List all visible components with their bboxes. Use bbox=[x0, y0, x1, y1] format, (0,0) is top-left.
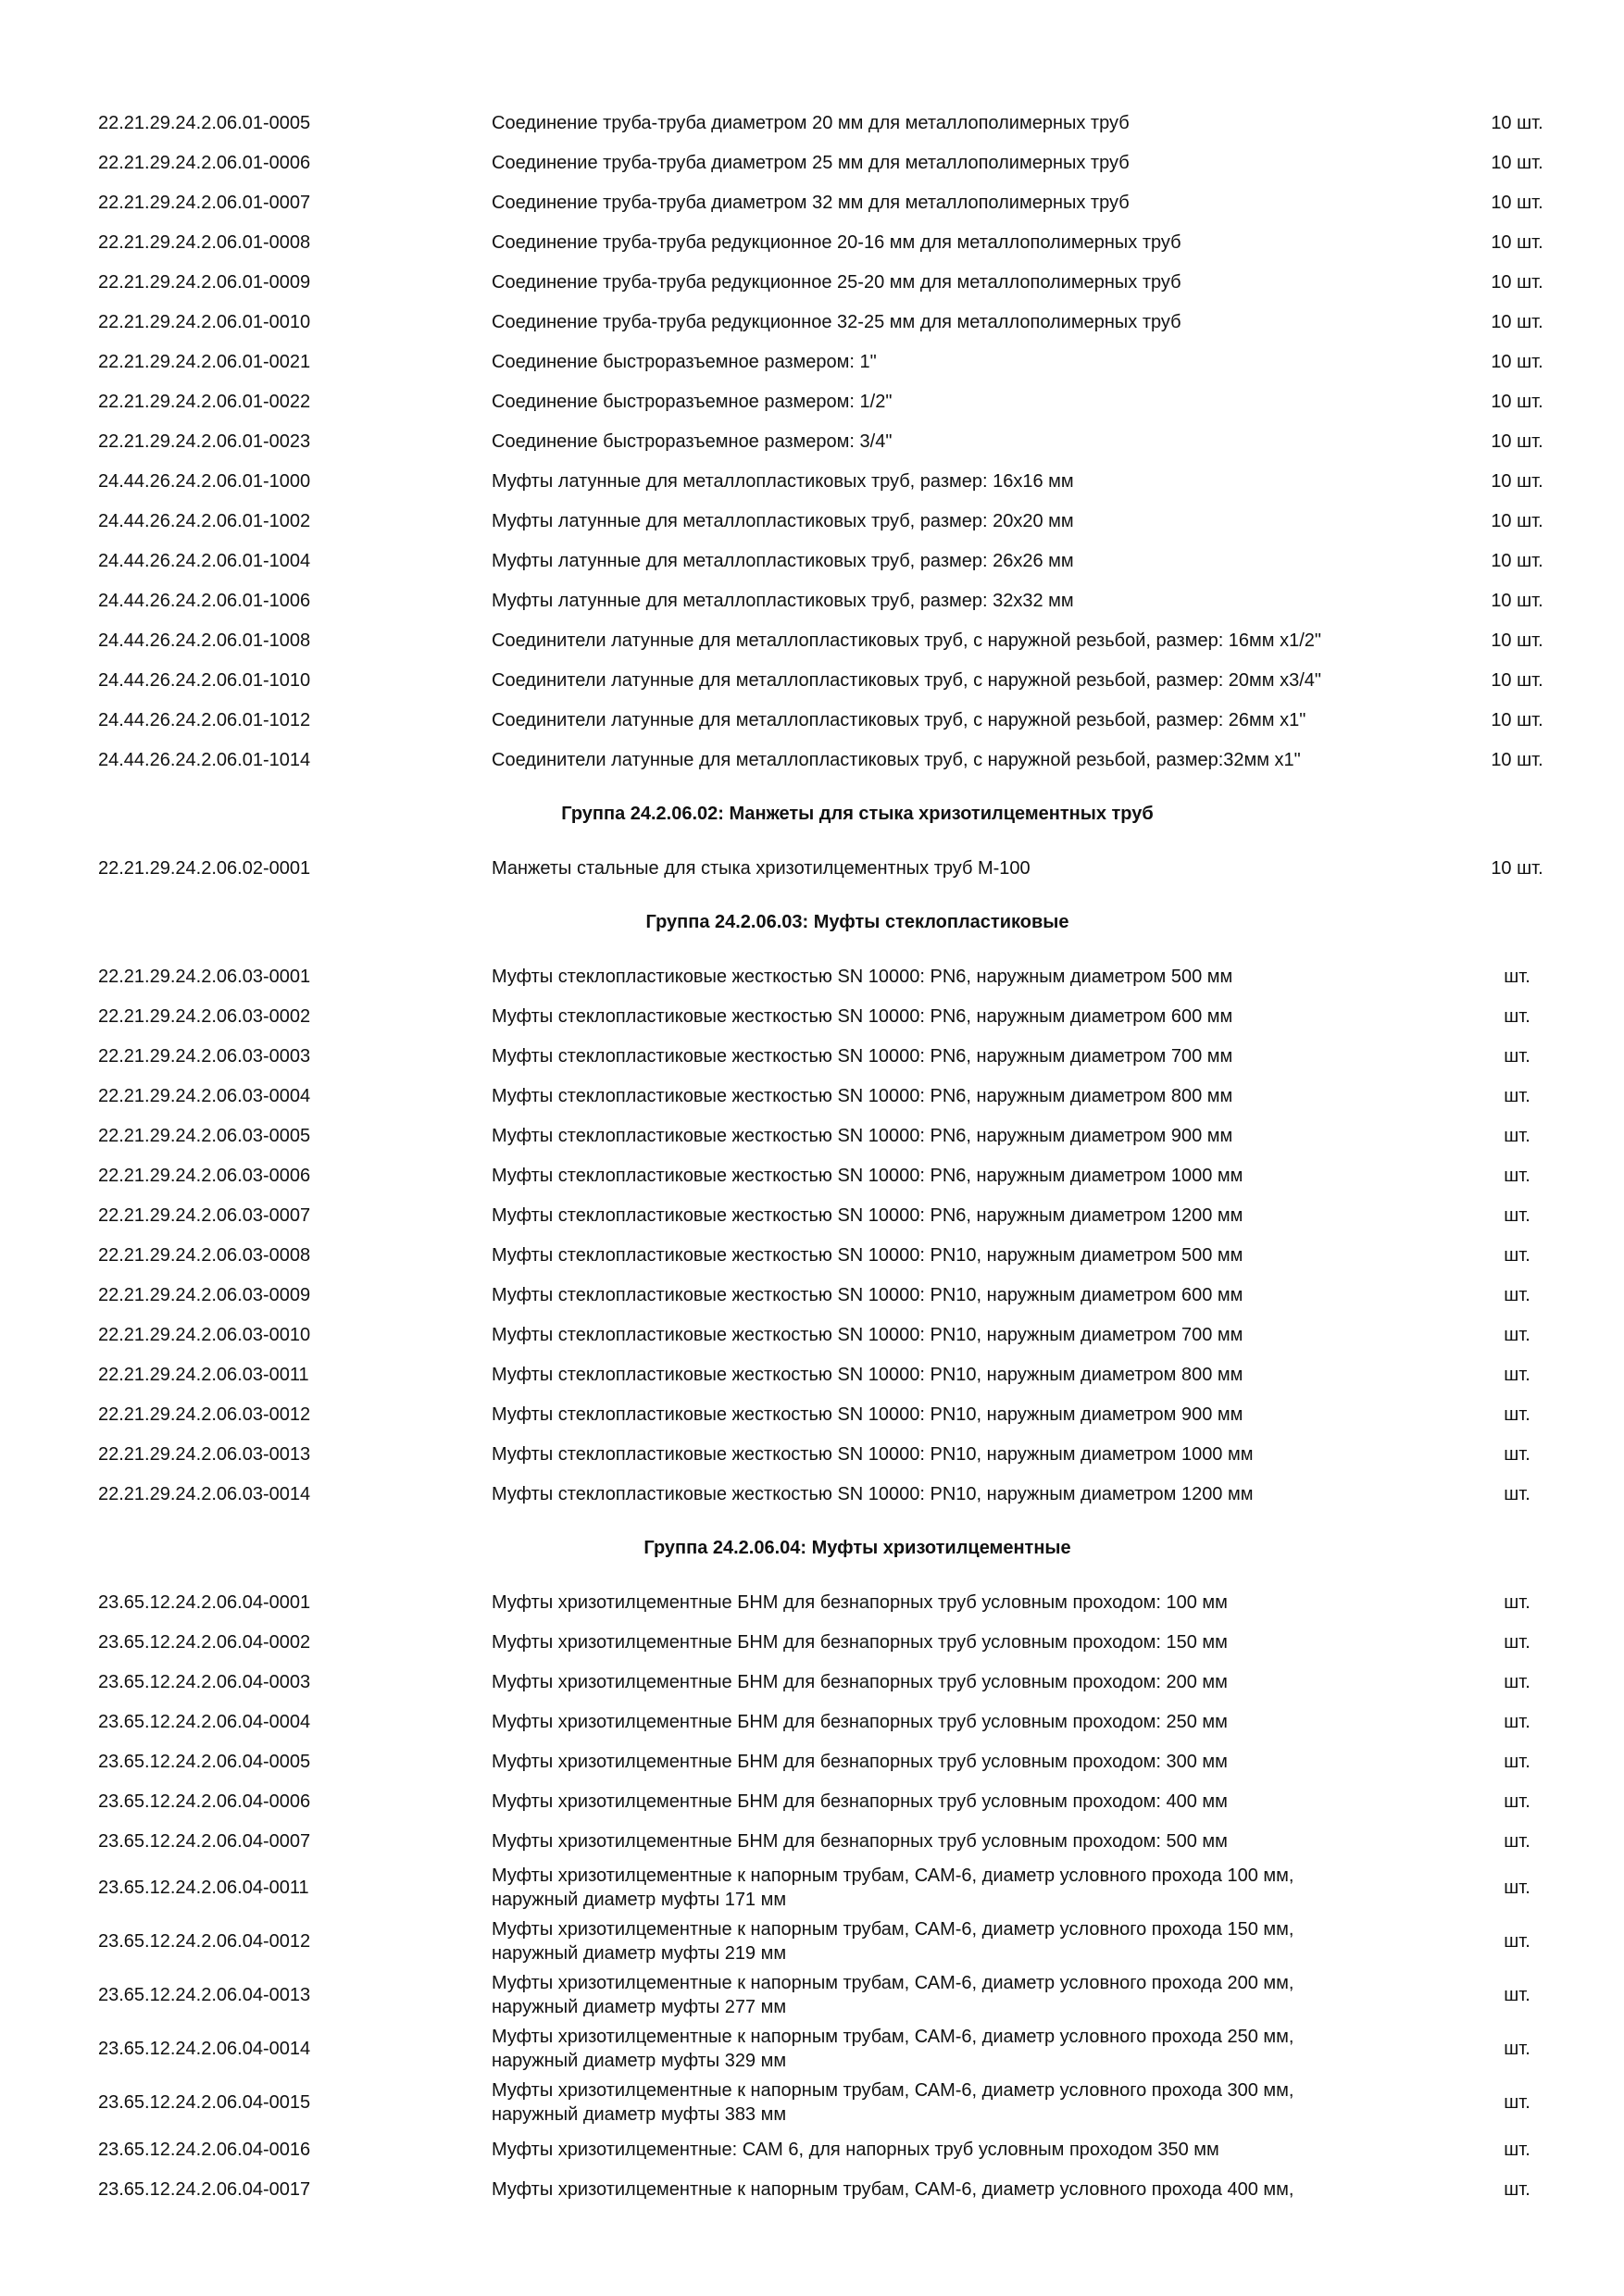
item-code: 23.65.12.24.2.06.04-0001 bbox=[98, 1591, 311, 1613]
item-unit: 10 шт. bbox=[1491, 152, 1543, 173]
item-unit: 10 шт. bbox=[1491, 749, 1543, 770]
item-code: 23.65.12.24.2.06.04-0003 bbox=[98, 1671, 311, 1692]
table-row bbox=[98, 182, 1580, 222]
item-code: 23.65.12.24.2.06.04-0005 bbox=[98, 1751, 311, 1772]
item-description: Муфты стеклопластиковые жесткостью SN 10000: PN6, наружным диаметром 900 мм bbox=[492, 1125, 1233, 1146]
item-unit: шт. bbox=[1504, 1751, 1530, 1772]
table-row bbox=[98, 1434, 1580, 1474]
item-code: 22.21.29.24.2.06.03-0012 bbox=[98, 1404, 311, 1425]
item-description: Муфты стеклопластиковые жесткостью SN 10000: PN6, наружным диаметром 500 мм bbox=[492, 966, 1233, 987]
table-row bbox=[98, 1354, 1580, 1394]
item-description-line: Муфты хризотилцементные к напорным трубам, САМ-6, диаметр условного прохода 300 мм, bbox=[492, 2080, 1294, 2101]
item-code: 24.44.26.24.2.06.01-1000 bbox=[98, 470, 311, 492]
item-unit: шт. bbox=[1504, 1671, 1530, 1692]
item-description: Соединение труба-труба редукционное 20-16 мм для металлополимерных труб bbox=[492, 231, 1181, 253]
item-unit: 10 шт. bbox=[1491, 510, 1543, 531]
item-code: 22.21.29.24.2.06.03-0001 bbox=[98, 966, 311, 987]
table-row bbox=[98, 2169, 1580, 2209]
item-code: 24.44.26.24.2.06.01-1006 bbox=[98, 590, 311, 611]
table-row bbox=[98, 1275, 1580, 1315]
table-row bbox=[98, 1821, 1580, 1861]
item-unit: шт. bbox=[1504, 1364, 1530, 1385]
table-row bbox=[98, 1861, 1580, 1915]
item-unit: шт. bbox=[1504, 1204, 1530, 1226]
table-row bbox=[98, 1622, 1580, 1662]
table-row bbox=[98, 1195, 1580, 1235]
table-row bbox=[98, 1076, 1580, 1116]
item-description bbox=[492, 1971, 1478, 2019]
table-row bbox=[98, 848, 1580, 888]
item-description: Муфты стеклопластиковые жесткостью SN 10000: PN10, наружным диаметром 700 мм bbox=[492, 1324, 1243, 1345]
item-unit: шт. bbox=[1504, 1711, 1530, 1732]
item-code: 24.44.26.24.2.06.01-1014 bbox=[98, 749, 311, 770]
item-code: 22.21.29.24.2.06.01-0006 bbox=[98, 152, 311, 173]
item-description-line: наружный диаметр муфты 171 мм bbox=[492, 1890, 787, 1910]
price-list-document bbox=[98, 103, 1580, 2209]
item-code: 22.21.29.24.2.06.03-0006 bbox=[98, 1165, 311, 1186]
item-unit: шт. bbox=[1504, 1791, 1530, 1812]
item-description: Муфты хризотилцементные БНМ для безнапорных труб условным проходом: 150 мм bbox=[492, 1631, 1228, 1653]
item-code: 22.21.29.24.2.06.01-0023 bbox=[98, 430, 311, 452]
item-description: Соединение быстроразъемное размером: 1/2" bbox=[492, 391, 893, 412]
item-code: 22.21.29.24.2.06.01-0009 bbox=[98, 271, 311, 293]
table-row bbox=[98, 2076, 1580, 2129]
item-description: Муфты стеклопластиковые жесткостью SN 10000: PN10, наружным диаметром 900 мм bbox=[492, 1404, 1243, 1425]
table-row bbox=[98, 1741, 1580, 1781]
item-code: 22.21.29.24.2.06.03-0007 bbox=[98, 1204, 311, 1226]
item-description: Соединение быстроразъемное размером: 3/4" bbox=[492, 430, 893, 452]
item-unit: 10 шт. bbox=[1491, 857, 1543, 879]
item-description: Муфты хризотилцементные БНМ для безнапорных труб условным проходом: 200 мм bbox=[492, 1671, 1228, 1692]
item-unit: шт. bbox=[1504, 1404, 1530, 1425]
item-unit: шт. bbox=[1504, 1284, 1530, 1305]
item-unit: 10 шт. bbox=[1491, 231, 1543, 253]
table-row bbox=[98, 1781, 1580, 1821]
item-description bbox=[492, 2025, 1478, 2073]
item-description: Манжеты стальные для стыка хризотилцементных труб М-100 bbox=[492, 857, 1031, 879]
item-description: Муфты хризотилцементные: САМ 6, для напорных труб условным проходом 350 мм bbox=[492, 2139, 1219, 2160]
item-description: Соединители латунные для металлопластиковых труб, с наружной резьбой, размер: 20мм x3/4" bbox=[492, 669, 1322, 691]
item-unit: шт. bbox=[1504, 1324, 1530, 1345]
table-row bbox=[98, 541, 1580, 580]
item-code: 23.65.12.24.2.06.04-0007 bbox=[98, 1830, 311, 1852]
item-description-line: наружный диаметр муфты 277 мм bbox=[492, 1997, 787, 2017]
item-unit: 10 шт. bbox=[1491, 112, 1543, 133]
item-description-line: Муфты хризотилцементные к напорным трубам, САМ-6, диаметр условного прохода 200 мм, bbox=[492, 1973, 1294, 1993]
item-description: Соединители латунные для металлопластиковых труб, с наружной резьбой, размер: 16мм x1/2" bbox=[492, 630, 1322, 651]
item-unit: 10 шт. bbox=[1491, 630, 1543, 651]
item-unit: 10 шт. bbox=[1491, 709, 1543, 730]
item-unit: 10 шт. bbox=[1491, 669, 1543, 691]
item-code: 23.65.12.24.2.06.04-0011 bbox=[98, 1878, 309, 1898]
table-row bbox=[98, 103, 1580, 143]
item-unit: шт. bbox=[1504, 1085, 1530, 1106]
group-heading: Группа 24.2.06.04: Муфты хризотилцементные bbox=[643, 1537, 1071, 1558]
item-code: 22.21.29.24.2.06.03-0004 bbox=[98, 1085, 311, 1106]
item-code: 24.44.26.24.2.06.01-1012 bbox=[98, 709, 311, 730]
item-description: Муфты стеклопластиковые жесткостью SN 10000: PN6, наружным диаметром 1200 мм bbox=[492, 1204, 1243, 1226]
item-code: 22.21.29.24.2.06.01-0021 bbox=[98, 351, 311, 372]
item-unit: шт. bbox=[1504, 1045, 1530, 1067]
item-code: 23.65.12.24.2.06.04-0006 bbox=[98, 1791, 311, 1812]
item-code: 22.21.29.24.2.06.01-0022 bbox=[98, 391, 311, 412]
table-row bbox=[98, 1968, 1580, 2022]
item-unit: шт. bbox=[1504, 1125, 1530, 1146]
item-description: Муфты хризотилцементные БНМ для безнапорных труб условным проходом: 250 мм bbox=[492, 1711, 1228, 1732]
item-unit: шт. bbox=[1504, 966, 1530, 987]
item-description-line: наружный диаметр муфты 383 мм bbox=[492, 2104, 787, 2125]
item-code: 22.21.29.24.2.06.03-0008 bbox=[98, 1244, 311, 1266]
item-code: 22.21.29.24.2.06.01-0008 bbox=[98, 231, 311, 253]
item-code: 23.65.12.24.2.06.04-0002 bbox=[98, 1631, 311, 1653]
item-description: Соединение быстроразъемное размером: 1" bbox=[492, 351, 877, 372]
table-row bbox=[98, 302, 1580, 342]
table-row bbox=[98, 1394, 1580, 1434]
item-unit: 10 шт. bbox=[1491, 311, 1543, 332]
item-code: 22.21.29.24.2.06.03-0010 bbox=[98, 1324, 311, 1345]
item-description: Соединение труба-труба диаметром 25 мм для металлополимерных труб bbox=[492, 152, 1130, 173]
item-unit: шт. bbox=[1504, 1830, 1530, 1852]
item-unit: 10 шт. bbox=[1491, 351, 1543, 372]
item-description-line: Муфты хризотилцементные к напорным трубам, САМ-6, диаметр условного прохода 150 мм, bbox=[492, 1919, 1294, 1940]
item-unit: 10 шт. bbox=[1491, 271, 1543, 293]
item-description-line: наружный диаметр муфты 219 мм bbox=[492, 1943, 787, 1964]
table-row bbox=[98, 1235, 1580, 1275]
table-row bbox=[98, 1315, 1580, 1354]
item-code: 22.21.29.24.2.06.03-0009 bbox=[98, 1284, 311, 1305]
table-row bbox=[98, 421, 1580, 461]
item-unit: шт. bbox=[1504, 1631, 1530, 1653]
table-row bbox=[98, 262, 1580, 302]
table-row bbox=[98, 1702, 1580, 1741]
item-description: Муфты хризотилцементные БНМ для безнапорных труб условным проходом: 100 мм bbox=[492, 1591, 1228, 1613]
item-code: 23.65.12.24.2.06.04-0014 bbox=[98, 2039, 311, 2059]
item-code: 22.21.29.24.2.06.03-0011 bbox=[98, 1364, 309, 1385]
item-description: Муфты стеклопластиковые жесткостью SN 10000: PN10, наружным диаметром 800 мм bbox=[492, 1364, 1243, 1385]
item-code: 23.65.12.24.2.06.04-0004 bbox=[98, 1711, 311, 1732]
item-description: Муфты латунные для металлопластиковых труб, размер: 32x32 мм bbox=[492, 590, 1074, 611]
item-code: 22.21.29.24.2.06.03-0013 bbox=[98, 1443, 311, 1465]
table-row bbox=[98, 1155, 1580, 1195]
item-code: 22.21.29.24.2.06.03-0002 bbox=[98, 1005, 311, 1027]
item-description: Муфты латунные для металлопластиковых труб, размер: 26x26 мм bbox=[492, 550, 1074, 571]
item-unit: шт. bbox=[1504, 1244, 1530, 1266]
item-description-line: Муфты хризотилцементные к напорным трубам, САМ-6, диаметр условного прохода 100 мм, bbox=[492, 1866, 1294, 1886]
item-description: Муфты хризотилцементные БНМ для безнапорных труб условным проходом: 300 мм bbox=[492, 1751, 1228, 1772]
table-row bbox=[98, 342, 1580, 381]
table-row bbox=[98, 660, 1580, 700]
item-code: 22.21.29.24.2.06.03-0003 bbox=[98, 1045, 311, 1067]
item-description: Муфты стеклопластиковые жесткостью SN 10000: PN6, наружным диаметром 800 мм bbox=[492, 1085, 1233, 1106]
item-description: Муфты стеклопластиковые жесткостью SN 10000: PN10, наружным диаметром 1000 мм bbox=[492, 1443, 1254, 1465]
item-code: 22.21.29.24.2.06.01-0005 bbox=[98, 112, 311, 133]
item-description-line: Муфты хризотилцементные к напорным трубам, САМ-6, диаметр условного прохода 250 мм, bbox=[492, 2027, 1294, 2047]
table-row bbox=[98, 501, 1580, 541]
item-unit: шт. bbox=[1504, 1005, 1530, 1027]
item-unit: шт. bbox=[1504, 1165, 1530, 1186]
item-description bbox=[492, 1917, 1478, 1965]
item-description: Муфты латунные для металлопластиковых труб, размер: 20x20 мм bbox=[492, 510, 1074, 531]
table-row bbox=[98, 222, 1580, 262]
table-row bbox=[98, 461, 1580, 501]
item-description: Соединение труба-труба диаметром 20 мм для металлополимерных труб bbox=[492, 112, 1130, 133]
item-code: 22.21.29.24.2.06.03-0005 bbox=[98, 1125, 311, 1146]
item-code: 23.65.12.24.2.06.04-0012 bbox=[98, 1931, 311, 1952]
item-code: 22.21.29.24.2.06.03-0014 bbox=[98, 1483, 311, 1504]
item-code: 23.65.12.24.2.06.04-0017 bbox=[98, 2178, 311, 2200]
item-description: Соединители латунные для металлопластиковых труб, с наружной резьбой, размер: 26мм x1" bbox=[492, 709, 1306, 730]
item-code: 24.44.26.24.2.06.01-1004 bbox=[98, 550, 311, 571]
item-description bbox=[492, 2078, 1478, 2127]
group-heading: Группа 24.2.06.03: Муфты стеклопластиковые bbox=[645, 911, 1069, 932]
table-row bbox=[98, 381, 1580, 421]
item-description: Соединение труба-труба редукционное 25-20 мм для металлополимерных труб bbox=[492, 271, 1181, 293]
item-unit: 10 шт. bbox=[1491, 590, 1543, 611]
item-unit: шт. bbox=[1504, 1931, 1530, 1952]
table-row bbox=[98, 996, 1580, 1036]
item-description: Муфты стеклопластиковые жесткостью SN 10000: PN10, наружным диаметром 600 мм bbox=[492, 1284, 1243, 1305]
item-description: Муфты стеклопластиковые жесткостью SN 10000: PN6, наружным диаметром 1000 мм bbox=[492, 1165, 1243, 1186]
item-unit: 10 шт. bbox=[1491, 550, 1543, 571]
table-row bbox=[98, 620, 1580, 660]
item-description: Муфты стеклопластиковые жесткостью SN 10000: PN6, наружным диаметром 700 мм bbox=[492, 1045, 1233, 1067]
table-row bbox=[98, 956, 1580, 996]
item-description: Соединение труба-труба диаметром 32 мм для металлополимерных труб bbox=[492, 192, 1130, 213]
item-description: Муфты хризотилцементные БНМ для безнапорных труб условным проходом: 400 мм bbox=[492, 1791, 1228, 1812]
item-description bbox=[492, 1864, 1478, 1912]
table-row bbox=[98, 1116, 1580, 1155]
table-row bbox=[98, 1915, 1580, 1968]
item-unit: 10 шт. bbox=[1491, 430, 1543, 452]
item-unit: шт. bbox=[1504, 2092, 1530, 2113]
item-code: 23.65.12.24.2.06.04-0013 bbox=[98, 1985, 311, 2005]
item-code: 22.21.29.24.2.06.02-0001 bbox=[98, 857, 311, 879]
item-unit: шт. bbox=[1504, 2178, 1530, 2200]
item-unit: 10 шт. bbox=[1491, 470, 1543, 492]
item-description-line: наружный диаметр муфты 329 мм bbox=[492, 2051, 787, 2071]
item-description: Муфты стеклопластиковые жесткостью SN 10000: PN6, наружным диаметром 600 мм bbox=[492, 1005, 1233, 1027]
item-unit: шт. bbox=[1504, 1591, 1530, 1613]
table-row bbox=[98, 1662, 1580, 1702]
item-unit: 10 шт. bbox=[1491, 192, 1543, 213]
item-unit: шт. bbox=[1504, 1985, 1530, 2005]
item-code: 24.44.26.24.2.06.01-1008 bbox=[98, 630, 311, 651]
item-code: 24.44.26.24.2.06.01-1002 bbox=[98, 510, 311, 531]
item-unit: 10 шт. bbox=[1491, 391, 1543, 412]
table-row bbox=[98, 143, 1580, 182]
item-description: Муфты латунные для металлопластиковых труб, размер: 16x16 мм bbox=[492, 470, 1074, 492]
table-row bbox=[98, 700, 1580, 740]
table-row bbox=[98, 2022, 1580, 2076]
table-row bbox=[98, 1036, 1580, 1076]
item-description: Соединители латунные для металлопластиковых труб, с наружной резьбой, размер:32мм x1" bbox=[492, 749, 1301, 770]
table-row bbox=[98, 740, 1580, 780]
item-unit: шт. bbox=[1504, 1483, 1530, 1504]
item-unit: шт. bbox=[1504, 1878, 1530, 1898]
item-unit: шт. bbox=[1504, 2139, 1530, 2160]
item-unit: шт. bbox=[1504, 2039, 1530, 2059]
table-row bbox=[98, 2129, 1580, 2169]
item-description: Муфты хризотилцементные БНМ для безнапорных труб условным проходом: 500 мм bbox=[492, 1830, 1228, 1852]
item-code: 22.21.29.24.2.06.01-0007 bbox=[98, 192, 311, 213]
item-description: Соединение труба-труба редукционное 32-25 мм для металлополимерных труб bbox=[492, 311, 1181, 332]
item-code: 22.21.29.24.2.06.01-0010 bbox=[98, 311, 311, 332]
item-unit: шт. bbox=[1504, 1443, 1530, 1465]
group-heading: Группа 24.2.06.02: Манжеты для стыка хризотилцементных труб bbox=[561, 803, 1154, 824]
table-row bbox=[98, 580, 1580, 620]
table-row bbox=[98, 1474, 1580, 1514]
item-code: 23.65.12.24.2.06.04-0016 bbox=[98, 2139, 311, 2160]
item-description: Муфты хризотилцементные к напорным трубам, САМ-6, диаметр условного прохода 400 мм, bbox=[492, 2178, 1294, 2200]
table-row bbox=[98, 1582, 1580, 1622]
item-description: Муфты стеклопластиковые жесткостью SN 10000: PN10, наружным диаметром 500 мм bbox=[492, 1244, 1243, 1266]
item-code: 23.65.12.24.2.06.04-0015 bbox=[98, 2092, 311, 2113]
item-description: Муфты стеклопластиковые жесткостью SN 10000: PN10, наружным диаметром 1200 мм bbox=[492, 1483, 1254, 1504]
item-code: 24.44.26.24.2.06.01-1010 bbox=[98, 669, 311, 691]
